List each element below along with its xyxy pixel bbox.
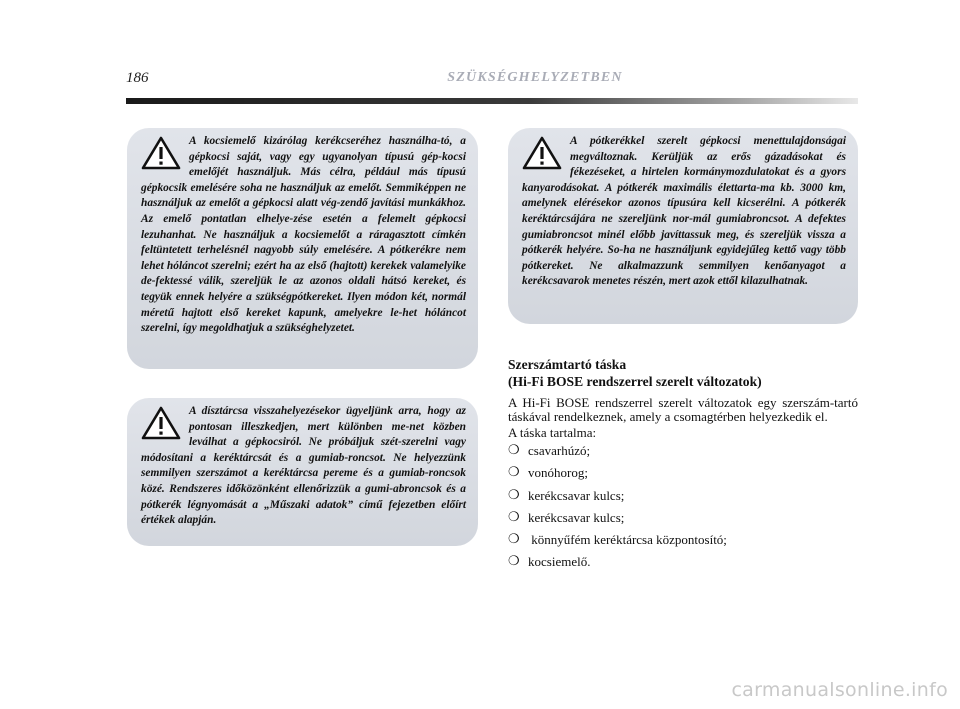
section-title: SZÜKSÉGHELYZETBEN: [447, 70, 623, 85]
warning-triangle-icon: [141, 406, 181, 440]
toolbag-heading: [508, 356, 858, 390]
toolbag-intro: A Hi-Fi BOSE rendszerrel szerelt változatok egy szerszám-tartó táskával rendelkeznek, amely a csomagtérben helyezkedik el.: [508, 395, 858, 424]
warning-triangle-icon: [141, 136, 181, 170]
bullet-circle-icon: ❍: [508, 465, 520, 481]
warning-box-spare-wheel: [508, 128, 858, 324]
bullet-circle-icon: ❍: [508, 443, 520, 458]
warning-text: A dísztárcsa visszahelyezésekor ügyeljünk arra, hogy az pontosan illeszkedjen, mert különben me-net közben leválhat a gépkocsiról. Ne próbáljuk szét-szerelni vagy módosítani a keréktárcsát és a gumiab-roncsot. Ne helyezzünk semmilyen szerszámot a keréktárcsa pereme és a gumiab-roncsok közé. Rendszeres időközönként ellenőrizzük a gumi-abroncsok és a pótkerék légnyomását a „Műszaki adatok” című fejezetben előírt értékek alapján.: [141, 405, 466, 527]
toolbag-section: [508, 356, 858, 578]
list-item: [508, 533, 858, 547]
warning-triangle-icon: [522, 136, 562, 170]
warning-box-hubcap: [127, 398, 478, 546]
toolbag-heading-line1: Szerszámtartó táska: [508, 357, 627, 372]
toolbag-list-label: A táska tartalma:: [508, 425, 597, 440]
list-item-text: kerékcsavar kulcs;: [528, 509, 625, 525]
warning-text: A kocsiemelő kizárólag kerékcseréhez használha-tó, a gépkocsi saját, vagy egy ugyanolyan típusú gép-kocsi emelőjét használjuk. Más célra, például más típusú gépkocsik emelésére soha ne használjuk az emelőt. Semmiképpen ne használjuk az emelőt a gépkocsi alatt vég-zendő javítási munkákhoz. Az emelő pontatlan elhelye-zése esetén a felemelt gépkocsi lezuhanhat. Ne használjuk a kocsiemelőt a ráragasztott címkén feltüntetett terhelésnél nagyobb súly emelésére. A pótkerékre nem lehet hóláncot szerelni; ezért ha az első (hajtott) kerekek valamelyike de-fektessé válik, szereljük le az azonos oldali hátsó kereket, és tegyük ennek helyére a szükségpótkereket. Ilyen módon két, normál méretű hajtott első kereket kapunk, amelyekre le-het hóláncot szerelni, így megoldhatjuk a szükséghelyzetet.: [141, 135, 466, 335]
header-rule: [126, 98, 858, 104]
list-item-text: vonóhorog;: [528, 465, 588, 481]
list-item-text: csavarhúzó;: [528, 443, 591, 458]
list-item: [508, 489, 858, 503]
watermark: carmanualsonline.info: [731, 679, 948, 701]
list-item: [508, 466, 858, 480]
bullet-circle-icon: ❍: [508, 509, 520, 525]
warning-text: A pótkerékkel szerelt gépkocsi menettulajdonságai megváltoznak. Kerüljük az erős gázadásokat és fékezéseket, a hirtelen kormánymozdulatokat és a gyors kanyarodásokat. A pótkerék maximális élettarta-ma kb. 3000 km, amelynek elérésekor azonos típusúra kell kicserélni. A pótkerék keréktárcsájára ne szereljünk nor-mál gumiabroncsot. A defektes gumiabroncsot minél előbb javíttassuk meg, és szereljük vissza a pótkerék helyére. So-ha ne használjunk egyidejűleg kettő vagy több pótkereket. Ne alkalmazzunk semmilyen kenőanyagot a kerékcsavarok menetes részén, mert azok ettől kilazulhatnak.: [522, 135, 846, 288]
list-item-text: kerékcsavar kulcs;: [528, 487, 625, 503]
page-number: 186: [126, 70, 149, 86]
bullet-circle-icon: ❍: [508, 487, 520, 503]
toolbag-items: [508, 444, 858, 569]
list-item: [508, 444, 858, 458]
bullet-circle-icon: ❍: [508, 554, 520, 570]
warning-box-jack: [127, 128, 478, 369]
list-item-text: könnyűfém keréktárcsa központosító;: [528, 532, 727, 548]
toolbag-heading-line2: (Hi-Fi BOSE rendszerrel szerelt változatok): [508, 374, 762, 389]
list-item: [508, 511, 858, 525]
bullet-circle-icon: ❍: [508, 532, 520, 548]
list-item: [508, 555, 858, 569]
list-item-text: kocsiemelő.: [528, 554, 591, 570]
